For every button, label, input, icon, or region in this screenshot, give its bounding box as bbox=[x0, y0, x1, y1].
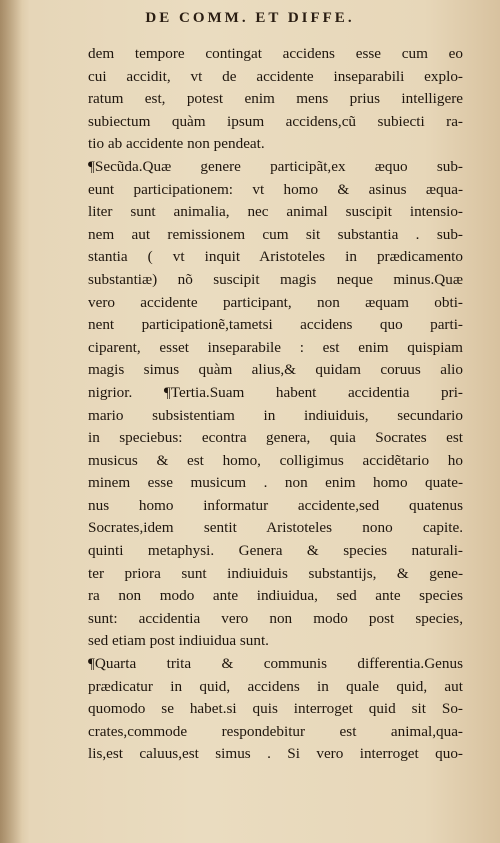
text-line: ratum est, potest enim mens prius intelligere bbox=[88, 90, 463, 108]
text-line: ¶Secũda.Quæ genere participãt,ex æquo sub- bbox=[88, 157, 463, 175]
text-line: stantia ( vt inquit Aristoteles in prædicamento bbox=[88, 248, 463, 266]
running-head: DE COMM. ET DIFFE. bbox=[145, 10, 355, 26]
text-line: prædicatur in quid, accidens in quale quid, aut bbox=[88, 677, 463, 695]
text-line: quinti metaphysi. Genera & species naturali- bbox=[88, 542, 463, 560]
text-line: quomodo se habet.si quis interroget quid sit So- bbox=[88, 700, 463, 718]
spine-shadow bbox=[0, 0, 22, 843]
text-line: Socrates,idem sentit Aristoteles nono capite. bbox=[88, 519, 463, 537]
text-line: dem tempore contingat accidens esse cum eo bbox=[88, 45, 463, 62]
text-line: substantiæ) nõ suscipit magis neque minus.Quæ bbox=[88, 270, 463, 288]
text-line: eunt participationem: vt homo & asinus æqua- bbox=[88, 180, 463, 198]
text-line: nem aut remissionem cum sit substantia . sub- bbox=[88, 225, 463, 243]
text-line: minem esse musicum . non enim homo quate- bbox=[88, 474, 463, 492]
text-line: crates,commode respondebitur est animal,qua- bbox=[88, 722, 463, 740]
text-line: ciparent, esset inseparabile : est enim quispiam bbox=[88, 338, 463, 356]
text-line: musicus & est homo, colligimus accidẽtario ho bbox=[88, 451, 463, 469]
text-line: magis simus quàm alius,& quidam coruus alio bbox=[88, 361, 463, 379]
text-line: subiectum quàm ipsum accidens,cũ subiecti ra- bbox=[88, 112, 463, 130]
text-line: in speciebus: econtra genera, quia Socrates est bbox=[88, 429, 463, 447]
text-line: ¶Quarta trita & communis differentia.Genus bbox=[88, 655, 463, 673]
text-line: nus homo informatur accidente,sed quatenus bbox=[88, 496, 463, 514]
text-block bbox=[88, 43, 463, 766]
text-line: tio ab accidente non pendeat. bbox=[88, 135, 265, 153]
text-line: mario subsistentiam in indiuiduis, secundario bbox=[88, 406, 463, 424]
text-line: nent participationẽ,tametsi accidens quo parti- bbox=[88, 316, 463, 334]
text-line: vero accidente participant, non æquam obti- bbox=[88, 293, 463, 311]
text-line: sed etiam post indiuidua sunt. bbox=[88, 632, 269, 650]
text-line: nigrior. ¶Tertia.Suam habent accidentia pri- bbox=[88, 383, 463, 401]
text-line: ter priora sunt indiuiduis substantijs, & gene- bbox=[88, 564, 463, 582]
text-line: lis,est caluus,est simus . Si vero interroget quo- bbox=[88, 745, 463, 763]
text-line: liter sunt animalia, nec animal suscipit intensio- bbox=[88, 203, 463, 221]
text-line: cui accidit, vt de accidente inseparabili explo- bbox=[88, 67, 463, 85]
text-line: ra non modo ante indiuidua, sed ante species bbox=[88, 587, 463, 605]
text-line: sunt: accidentia vero non modo post species, bbox=[88, 609, 463, 627]
